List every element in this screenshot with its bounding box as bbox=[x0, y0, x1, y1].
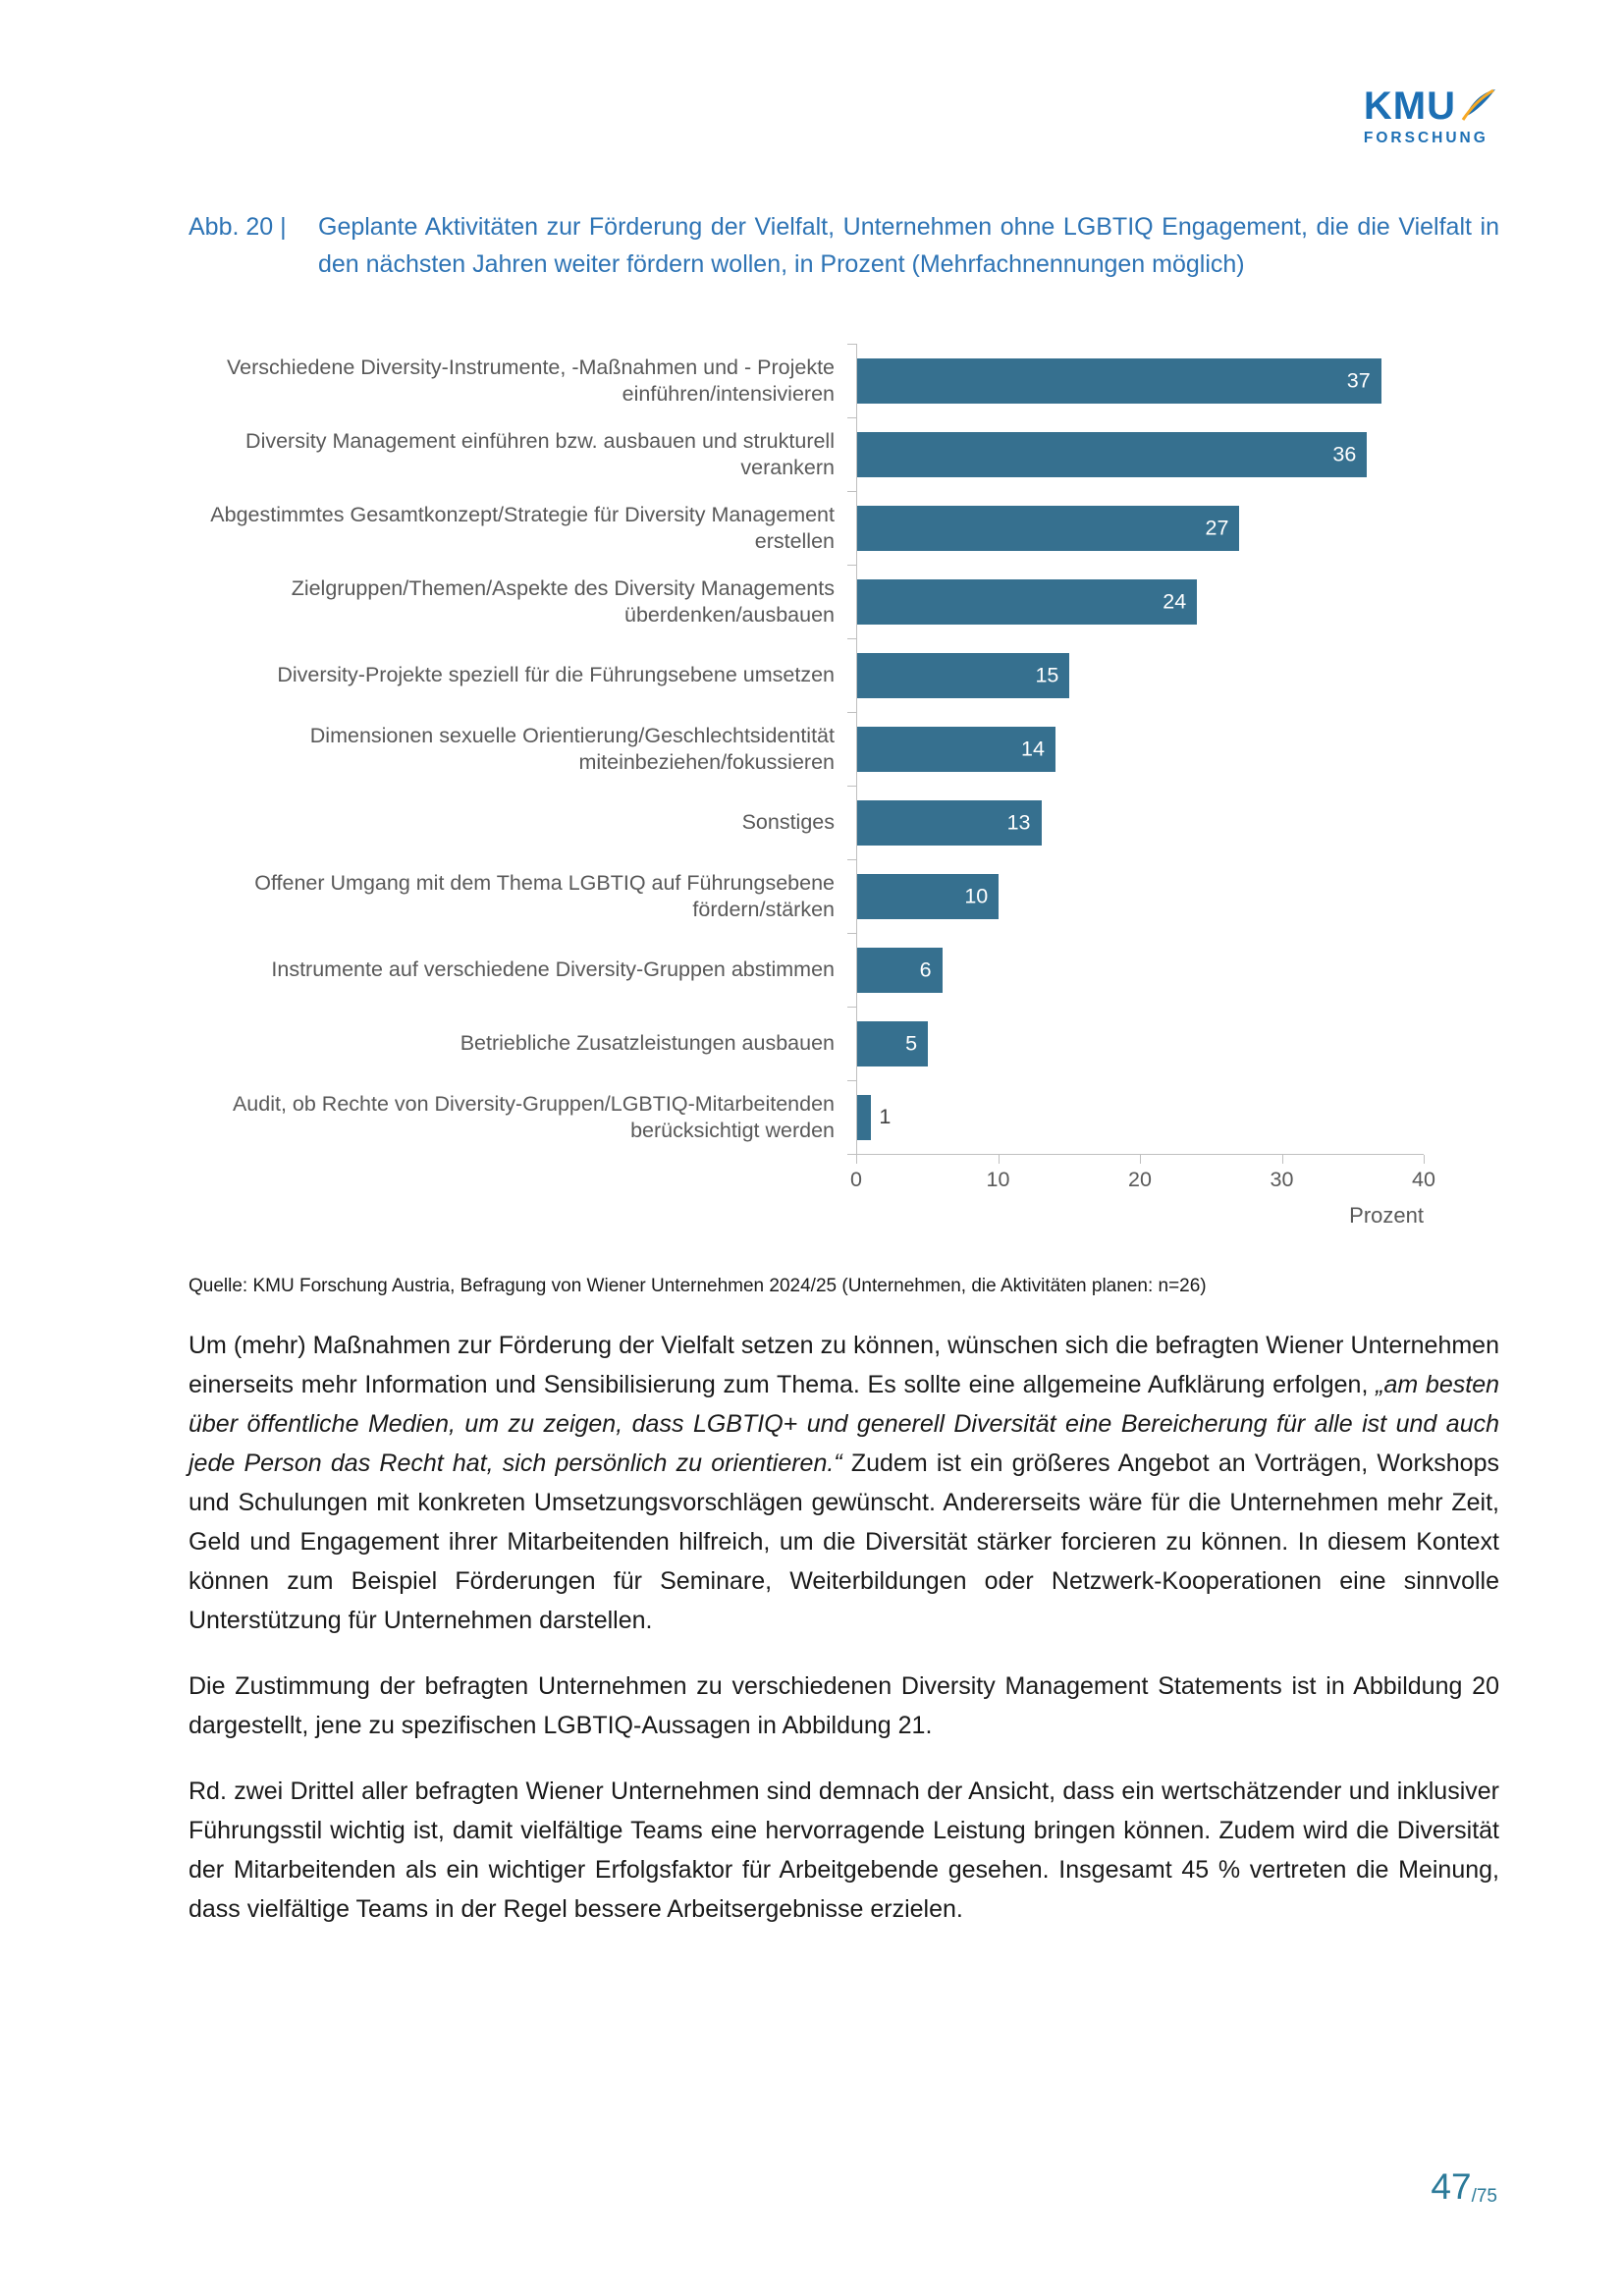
chart-row bbox=[189, 417, 1424, 491]
bar bbox=[857, 874, 999, 919]
chart-row bbox=[189, 933, 1424, 1007]
x-axis-title: Prozent bbox=[1349, 1203, 1424, 1228]
bar bbox=[857, 1095, 871, 1140]
chart-row bbox=[189, 344, 1424, 417]
x-axis-tick bbox=[1424, 1155, 1425, 1164]
bar-track bbox=[856, 344, 1424, 417]
bar bbox=[857, 800, 1042, 846]
bar-track bbox=[856, 1080, 1424, 1154]
chart-row bbox=[189, 565, 1424, 638]
chart-row bbox=[189, 491, 1424, 565]
bar-value-label: 15 bbox=[1035, 663, 1059, 686]
bar-value-label: 24 bbox=[1163, 589, 1187, 613]
horizontal-bar-chart bbox=[189, 344, 1435, 1229]
page-number-total: /75 bbox=[1471, 2186, 1497, 2207]
bar-track bbox=[856, 786, 1424, 859]
page-number bbox=[1431, 2166, 1497, 2208]
category-label: Abgestimmtes Gesamtkonzept/Strategie für Diversity Management erstellen bbox=[210, 502, 835, 553]
paragraph-1-quote: „am besten über öffentliche Medien, um zu zeigen, dass LGBTIQ+ und generell Diversität eine Bereicherung für alle ist und auch jede Person das Recht hat, sich persönlich zu orientieren.“ bbox=[189, 1371, 1499, 1477]
kmu-forschung-logo bbox=[1364, 86, 1497, 147]
chart-row bbox=[189, 712, 1424, 786]
y-axis-tick bbox=[847, 491, 857, 492]
bar-track bbox=[856, 491, 1424, 565]
x-axis bbox=[850, 1154, 1435, 1199]
feather-icon bbox=[1460, 87, 1497, 126]
bar-track bbox=[856, 859, 1424, 933]
bar-value-label: 1 bbox=[879, 1105, 892, 1128]
bar bbox=[857, 653, 1069, 698]
bar bbox=[857, 948, 943, 993]
x-axis-tick-label: 0 bbox=[850, 1168, 862, 1191]
bar-value-label: 36 bbox=[1332, 442, 1357, 465]
category-label: Offener Umgang mit dem Thema LGBTIQ auf Führungsebene fördern/stärken bbox=[254, 870, 835, 921]
figure-number-label: Abb. 20 | bbox=[189, 213, 287, 241]
bar-value-label: 6 bbox=[919, 957, 932, 981]
x-axis-tick-label: 10 bbox=[986, 1168, 1010, 1191]
bar bbox=[857, 579, 1197, 625]
bar-value-label: 14 bbox=[1021, 737, 1045, 760]
chart-row bbox=[189, 1080, 1424, 1154]
category-label: Audit, ob Rechte von Diversity-Gruppen/LGBTIQ-Mitarbeitenden berücksichtigt werden bbox=[232, 1091, 835, 1142]
x-axis-tick bbox=[856, 1155, 857, 1164]
category-label: Dimensionen sexuelle Orientierung/Geschlechtsidentität miteinbeziehen/fokussieren bbox=[309, 723, 835, 774]
chart-row bbox=[189, 786, 1424, 859]
category-label: Instrumente auf verschiedene Diversity-Gruppen abstimmen bbox=[271, 957, 835, 981]
bar bbox=[857, 432, 1367, 477]
logo-forschung-text: FORSCHUNG bbox=[1363, 130, 1488, 146]
category-label: Zielgruppen/Themen/Aspekte des Diversity Managements überdenken/ausbauen bbox=[291, 575, 835, 627]
chart-row bbox=[189, 638, 1424, 712]
bar bbox=[857, 727, 1055, 772]
y-axis-tick bbox=[847, 565, 857, 566]
category-label: Sonstiges bbox=[741, 810, 835, 834]
y-axis-tick bbox=[847, 933, 857, 934]
figure-title: Geplante Aktivitäten zur Förderung der Vielfalt, Unternehmen ohne LGBTIQ Engagement, die die Vielfalt in den nächsten Jahren weiter fördern wollen, in Prozent (Mehrfachnennungen möglich) bbox=[318, 213, 1499, 278]
y-axis-tick bbox=[847, 344, 857, 345]
bar bbox=[857, 506, 1239, 551]
source-note: Quelle: KMU Forschung Austria, Befragung von Wiener Unternehmen 2024/25 (Unternehmen, die Aktivitäten planen: n=26) bbox=[189, 1276, 1207, 1296]
bar-track bbox=[856, 933, 1424, 1007]
paragraph-1 bbox=[189, 1326, 1499, 1640]
y-axis-tick bbox=[847, 786, 857, 787]
bar-track bbox=[856, 712, 1424, 786]
bar-track bbox=[856, 638, 1424, 712]
bar bbox=[857, 358, 1381, 404]
x-axis-tick bbox=[1282, 1155, 1283, 1164]
category-label: Diversity-Projekte speziell für die Führungsebene umsetzen bbox=[277, 663, 835, 686]
y-axis-tick bbox=[847, 1080, 857, 1081]
chart-row bbox=[189, 859, 1424, 933]
bar-value-label: 13 bbox=[1006, 810, 1031, 834]
y-axis-tick bbox=[847, 417, 857, 418]
category-label: Verschiedene Diversity-Instrumente, -Maßnahmen und - Projekte einführen/intensivieren bbox=[227, 355, 835, 406]
x-axis-tick-label: 20 bbox=[1128, 1168, 1152, 1191]
y-axis-tick bbox=[847, 712, 857, 713]
chart-plot-area bbox=[189, 344, 1424, 1154]
bar-track bbox=[856, 1007, 1424, 1080]
x-axis-tick-label: 40 bbox=[1412, 1168, 1435, 1191]
bar-track bbox=[856, 565, 1424, 638]
paragraph-2: Die Zustimmung der befragten Unternehmen zu verschiedenen Diversity Management Statements ist in Abbildung 20 dargestellt, jene zu spezifischen LGBTIQ-Aussagen in Abbildung 21. bbox=[189, 1672, 1499, 1739]
bar-value-label: 5 bbox=[905, 1031, 918, 1055]
bar-value-label: 10 bbox=[964, 884, 989, 907]
paragraph-3: Rd. zwei Drittel aller befragten Wiener Unternehmen sind demnach der Ansicht, dass ein wertschätzender und inklusiver Führungsstil wichtig ist, damit vielfältige Teams eine hervorragende Leistung bringen können. Zudem wird die Diversität der Mitarbeitenden als ein wichtiger Erfolgsfaktor für Arbeitgebende gesehen. Insgesamt 45 % vertreten die Meinung, dass vielfältige Teams in der Regel bessere Arbeitsergebnisse erzielen. bbox=[189, 1777, 1499, 1923]
y-axis-tick bbox=[847, 638, 857, 639]
bar-value-label: 37 bbox=[1346, 368, 1371, 392]
logo-kmu-text: KMU bbox=[1363, 84, 1456, 128]
paragraph-1-text-2: Zudem ist ein größeres Angebot an Vorträgen, Workshops und Schulungen mit konkreten Umsetzungsvorschlägen gewünscht. Andererseits wäre für die Unternehmen mehr Zeit, Geld und Engagement ihrer Mitarbeitenden hilfreich, um die Diversität stärker forcieren zu können. In diesem Kontext können zum Beispiel Förderungen für Seminare, Weiterbildungen oder Netzwerk-Kooperationen eine sinnvolle Unterstützung für Unternehmen darstellen. bbox=[189, 1449, 1499, 1634]
bar bbox=[857, 1021, 928, 1066]
x-axis-tick bbox=[1140, 1155, 1141, 1164]
category-label: Diversity Management einführen bzw. ausbauen und strukturell verankern bbox=[245, 428, 835, 479]
y-axis-tick bbox=[847, 859, 857, 860]
chart-row bbox=[189, 1007, 1424, 1080]
bar-track bbox=[856, 417, 1424, 491]
x-axis-tick bbox=[999, 1155, 1000, 1164]
paragraph-1-text: Um (mehr) Maßnahmen zur Förderung der Vielfalt setzen zu können, wünschen sich die befragten Wiener Unternehmen einerseits mehr Information und Sensibilisierung zum Thema. Es sollte eine allgemeine Aufklärung erfolgen, bbox=[189, 1332, 1499, 1398]
figure-caption bbox=[189, 208, 1499, 283]
category-label: Betriebliche Zusatzleistungen ausbauen bbox=[460, 1031, 835, 1055]
y-axis-tick bbox=[847, 1007, 857, 1008]
x-axis-tick-label: 30 bbox=[1270, 1168, 1294, 1191]
page-number-current: 47 bbox=[1431, 2166, 1472, 2207]
bar-value-label: 27 bbox=[1205, 516, 1229, 539]
